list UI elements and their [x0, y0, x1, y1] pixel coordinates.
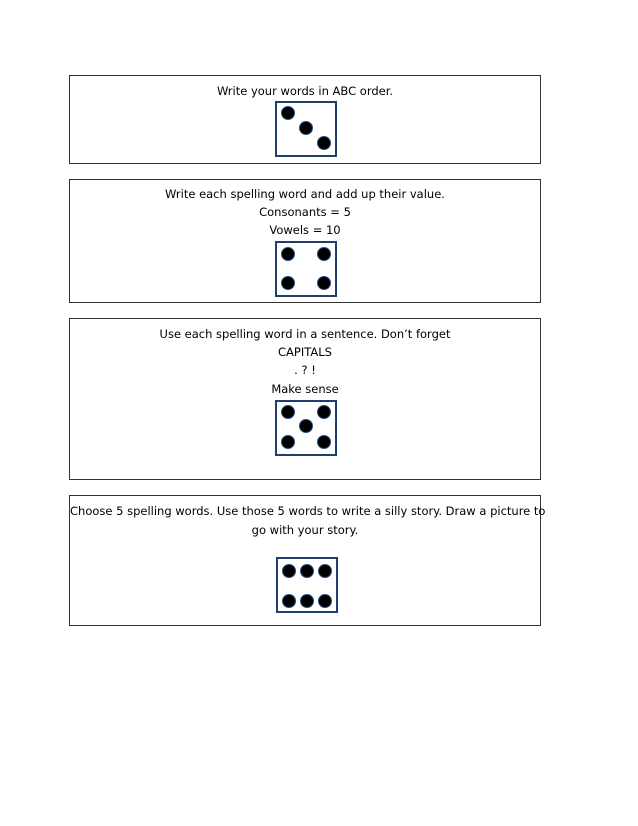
die-pip [281, 276, 295, 290]
card-3-line-2: CAPITALS [278, 345, 332, 359]
die-pip [282, 594, 296, 608]
activity-card-abc-order [69, 75, 541, 164]
die-pip [318, 594, 332, 608]
card-3-line-4: Make sense [271, 382, 339, 396]
die-pip [317, 247, 331, 261]
die-pip [299, 121, 313, 135]
card-2-line-2: Consonants = 5 [259, 205, 351, 219]
die-pip [282, 564, 296, 578]
die-pip [317, 276, 331, 290]
die-pip [318, 564, 332, 578]
card-2-line-1: Write each spelling word and add up their value. [165, 187, 445, 201]
die-five-icon [275, 400, 337, 456]
activity-card-sentences [69, 318, 541, 480]
die-pip [281, 405, 295, 419]
card-2-line-3: Vowels = 10 [269, 223, 341, 237]
activity-card-word-value [69, 179, 541, 303]
card-4-line-1: Choose 5 spelling words. Use those 5 words to write a silly story. Draw a picture to [70, 504, 546, 518]
die-pip [281, 247, 295, 261]
die-four-icon [275, 241, 337, 297]
card-3-line-3: . ? ! [294, 363, 316, 377]
die-pip [281, 106, 295, 120]
die-pip [317, 435, 331, 449]
die-three-icon [275, 101, 337, 157]
die-pip [299, 419, 313, 433]
die-pip [281, 435, 295, 449]
die-pip [300, 594, 314, 608]
die-six-icon [276, 557, 338, 613]
card-3-line-1: Use each spelling word in a sentence. Don’t forget [159, 327, 451, 341]
die-pip [317, 405, 331, 419]
die-pip [317, 136, 331, 150]
card-1-line-1: Write your words in ABC order. [216, 84, 394, 98]
die-pip [300, 564, 314, 578]
activity-card-silly-story [69, 495, 546, 626]
card-4-line-2: go with your story. [251, 523, 359, 537]
